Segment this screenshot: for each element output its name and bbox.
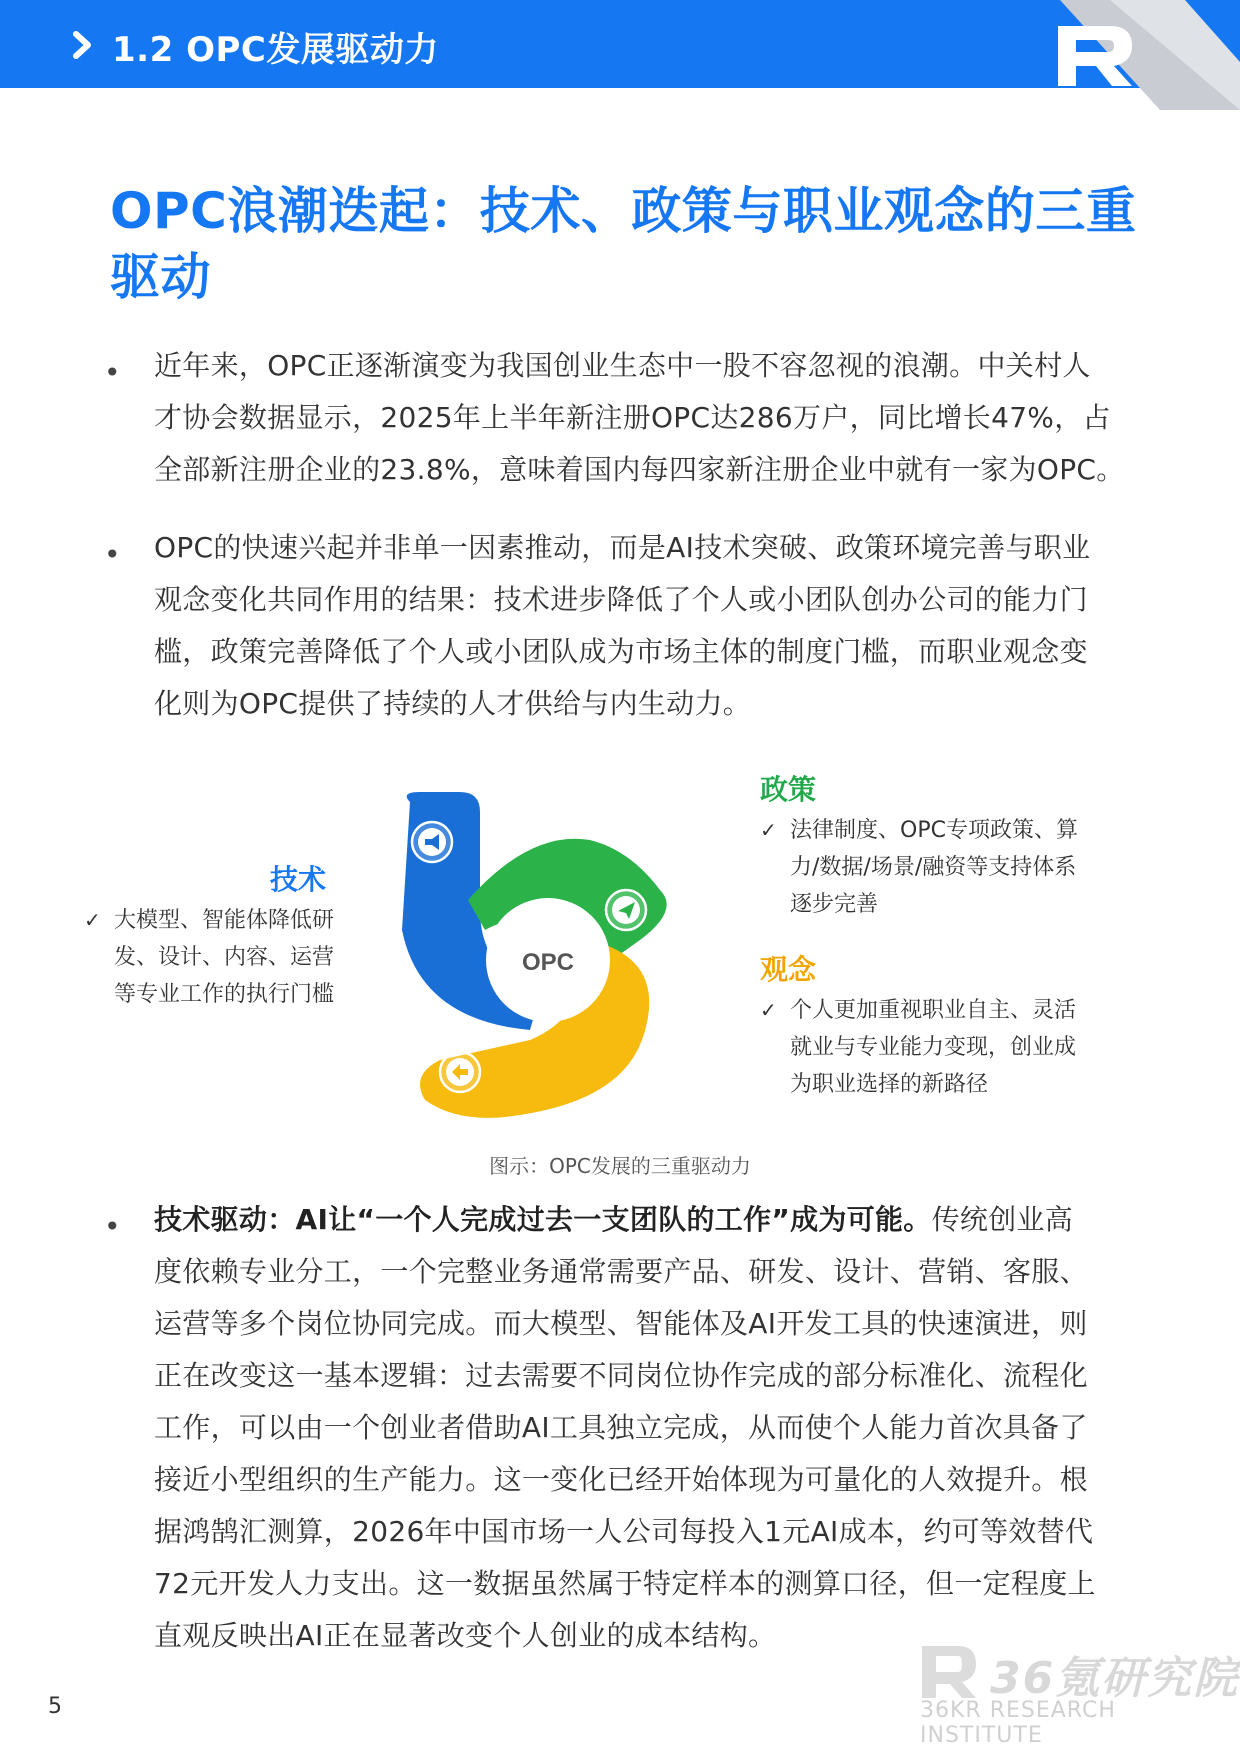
page-title-line-2: 驱动 <box>110 248 211 306</box>
text-line: 接近小型组织的生产能力。这一变化已经开始体现为可量化的人效提升。根 <box>154 1463 1088 1496</box>
mindset-title: 观念 <box>760 953 817 986</box>
text-span: 传统创业高 <box>931 1203 1074 1236</box>
text-line: 近年来，OPC正逐渐演变为我国创业生态中一股不容忽视的浪潮。中关村人 <box>154 349 1091 382</box>
text-line: 等专业工作的执行门槛 <box>114 982 335 1007</box>
text-line: 全部新注册企业的23.8%，意味着国内每四家新注册企业中就有一家为OPC。 <box>154 453 1125 486</box>
footer-brand: 36氪研究院 <box>990 1653 1240 1704</box>
text-line: 工作，可以由一个创业者借助AI工具独立完成，从而使个人能力首次具备了 <box>154 1411 1088 1444</box>
text-line: OPC的快速兴起并非单一因素推动，而是AI技术突破、政策环境完善与职业 <box>154 531 1091 564</box>
text-line: 大模型、智能体降低研 <box>114 908 335 933</box>
arrow-left-icon <box>440 1052 480 1092</box>
section-title: 1.2 OPC发展驱动力 <box>112 30 439 70</box>
megaphone-icon <box>412 822 452 862</box>
text-line: 据鸿鹄汇测算，2026年中国市场一人公司每投入1元AI成本，约可等效替代 <box>154 1515 1094 1548</box>
footer-brand-en: 36KR RESEARCH INSTITUTE <box>920 1698 1116 1748</box>
figure-caption: 图示：OPC发展的三重驱动力 <box>489 1154 751 1178</box>
paper-plane-icon <box>606 890 646 930</box>
text-line: 化则为OPC提供了持续的人才供给与内生动力。 <box>154 687 752 720</box>
text-line: 运营等多个岗位协同完成。而大模型、智能体及AI开发工具的快速演进，则 <box>154 1307 1088 1340</box>
text-line: 度依赖专业分工，一个完整业务通常需要产品、研发、设计、营销、客服、 <box>154 1255 1088 1288</box>
opc-drivers-diagram <box>380 790 740 1130</box>
tech-title: 技术 <box>270 863 327 896</box>
check-icon: ✓ <box>760 818 777 842</box>
center-label: OPC <box>521 949 575 976</box>
bullet-text <box>154 340 1134 496</box>
text-line: 正在改变这一基本逻辑：过去需要不同岗位协作完成的部分标准化、流程化 <box>154 1359 1088 1392</box>
bullet-dot: • <box>104 1210 121 1243</box>
text-line: 直观反映出AI正在显著改变个人创业的成本结构。 <box>154 1619 777 1652</box>
brand-logo-icon <box>1040 0 1240 110</box>
check-icon: ✓ <box>760 998 777 1022</box>
text-line: 发、设计、内容、运营 <box>114 945 335 970</box>
check-icon: ✓ <box>84 908 101 932</box>
text-line <box>154 1194 1134 1246</box>
bullet-text <box>154 1194 1134 1662</box>
text-line: 72元开发人力支出。这一数据虽然属于特定样本的测算口径，但一定程度上 <box>154 1567 1096 1600</box>
text-line: 就业与专业能力变现，创业成 <box>790 1035 1077 1060</box>
text-line: 观念变化共同作用的结果：技术进步降低了个人或小团队创办公司的能力门 <box>154 583 1088 616</box>
chevron-right-icon <box>70 30 96 60</box>
page-title-line-1: OPC浪潮迭起：技术、政策与职业观念的三重 <box>110 182 1137 240</box>
bullet-text <box>154 522 1134 730</box>
text-line: 个人更加重视职业自主、灵活 <box>790 998 1077 1023</box>
policy-description <box>760 812 1100 923</box>
page-title <box>110 178 1140 310</box>
policy-title: 政策 <box>760 773 817 806</box>
bold-lead: 技术驱动：AI让“一个人完成过去一支团队的工作”成为可能。 <box>154 1203 932 1236</box>
page-number: 5 <box>48 1694 62 1719</box>
bullet-dot: • <box>104 356 121 389</box>
text-line: 逐步完善 <box>790 892 879 917</box>
text-line: 法律制度、OPC专项政策、算 <box>790 818 1078 843</box>
tech-description <box>84 902 354 1013</box>
bullet-dot: • <box>104 538 121 571</box>
text-line: 槛，政策完善降低了个人或小团队成为市场主体的制度门槛，而职业观念变 <box>154 635 1088 668</box>
text-line: 为职业选择的新路径 <box>790 1072 989 1097</box>
text-line: 力/数据/场景/融资等支持体系 <box>790 855 1077 880</box>
mindset-description <box>760 992 1100 1103</box>
text-line: 才协会数据显示，2025年上半年新注册OPC达286万户，同比增长47%，占 <box>154 401 1111 434</box>
